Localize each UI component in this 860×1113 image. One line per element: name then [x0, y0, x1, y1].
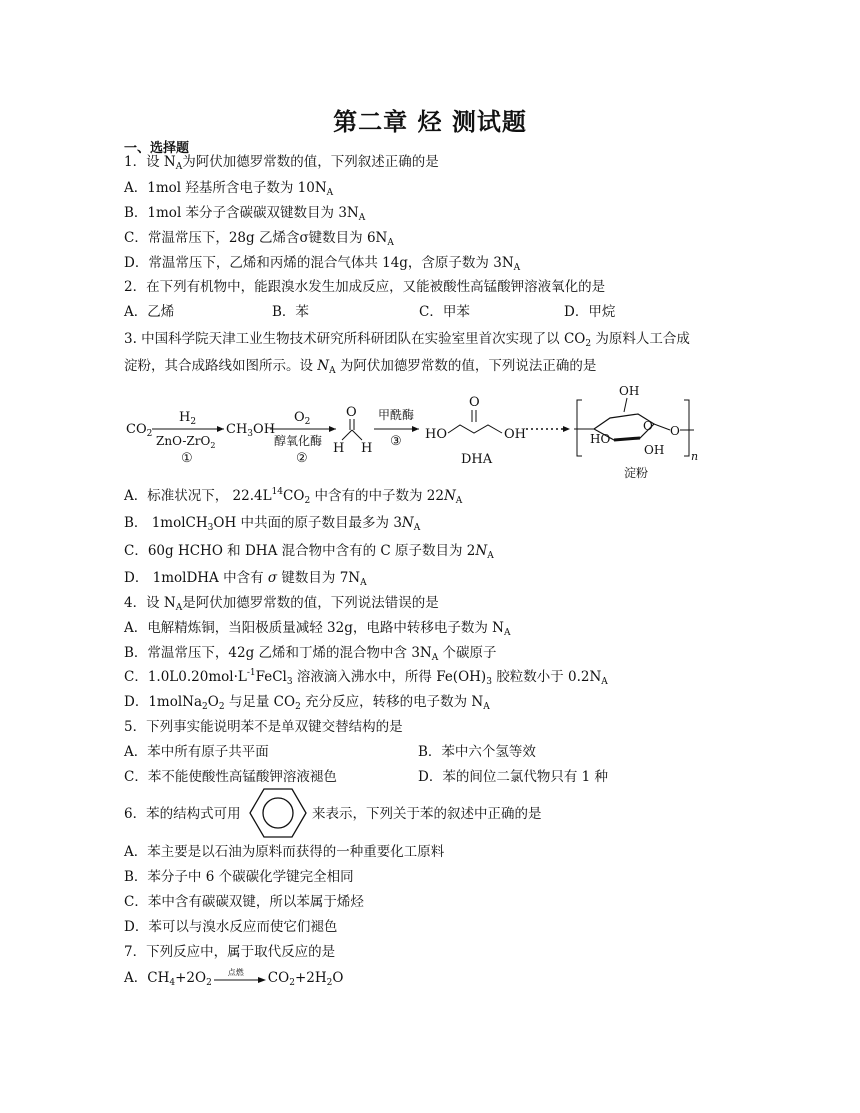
question-4-option-c[interactable]: C．$1.0L0.20mol\cdot L^{-1}FeCl_3$ 溶液滴入沸水中，所得 $Fe(OH)_3$ 胶粒数小于 $0.2N_A$ — [124, 668, 608, 687]
formaldehyde-h1: H — [333, 441, 345, 456]
starch-n: n — [691, 450, 699, 463]
formaldehyde-bond-left — [342, 430, 352, 440]
starch-link-o-bond — [654, 424, 670, 430]
question-4-stem: 4．设 $N_A$是阿伏加德罗常数的值，下列说法错误的是 — [124, 595, 439, 613]
question-2-option-d[interactable]: D．甲烷 — [564, 304, 616, 320]
arrow-1-catalyst: ZnO-ZrO$_2$ — [156, 434, 216, 450]
formaldehyde-bond-right — [352, 430, 362, 440]
question-3-stem-line-2: 淀粉，其合成路线如图所示。设 $N_A$ 为阿伏加德罗常数的值，下列说法正确的是 — [124, 358, 597, 376]
question-5-option-b[interactable]: B．苯中六个氢等效 — [418, 744, 536, 760]
starch-label: 淀粉 — [624, 466, 649, 480]
question-5-option-a[interactable]: A．苯中所有原子共平面 — [124, 744, 269, 760]
question-7-option-a[interactable]: A．$CH_4+2O_2$ 点燃 $CO_2+2H_2O$ — [124, 969, 343, 987]
question-3-option-d[interactable]: D． 1molDHA 中含有 σ 键数目为 $7N_A$ — [124, 570, 367, 588]
question-3-stem-line-1: 3. 中国科学院天津工业生物技术研究所科研团队在实验室里首次实现了以 $CO_2$ 为原料人工合成 — [124, 331, 690, 349]
synthesis-route-diagram — [124, 380, 724, 485]
question-4-option-a[interactable]: A．电解精炼铜，当阳极质量减轻 32g，电路中转移电子数为 $N_A$ — [124, 620, 511, 638]
formaldehyde-o: O — [346, 405, 357, 420]
question-5-options-row-2 — [124, 768, 724, 786]
question-4-option-d[interactable]: D．$1molNa_2O_2$ 与足量 $CO_2$ 充分反应，转移的电子数为 $N_A$ — [124, 694, 490, 712]
starch-bracket-left — [577, 400, 582, 456]
question-6-option-b[interactable]: B．苯分子中 6 个碳碳化学键完全相同 — [124, 869, 354, 885]
question-5-options-row-1 — [124, 743, 724, 761]
question-2-option-a[interactable]: A．乙烯 — [124, 304, 175, 320]
starch-oh-top: OH — [619, 384, 640, 398]
arrow-3-enzyme: 甲酰酶 — [378, 408, 415, 422]
question-1-option-c[interactable]: C．常温常压下，28g 乙烯含σ键数目为 $6N_A$ — [124, 230, 394, 248]
question-1-stem: 1．设 $N_A$为阿伏加德罗常数的值，下列叙述正确的是 — [124, 154, 439, 172]
methanol-label: $CH_3OH$ — [226, 422, 276, 439]
benzene-ring-icon — [248, 786, 308, 840]
question-1-option-a[interactable]: A．1mol 羟基所含电子数为 $10N_A$ — [124, 180, 334, 198]
starch-ring-o: O — [643, 419, 653, 433]
condition-arrow-label: 点燃 — [227, 967, 244, 977]
co2-label: $CO_2$ — [126, 422, 153, 439]
dha-oh: OH — [504, 427, 526, 442]
arrow-2-head — [329, 426, 336, 432]
question-5-stem: 5．下列事实能说明苯不是单双键交替结构的是 — [124, 719, 403, 735]
starch-ch2oh-bond — [624, 398, 627, 412]
starch-ring-bold-edge — [614, 438, 640, 440]
dha-chain — [448, 425, 502, 433]
arrow-2-enzyme: 醇氧化酶 — [274, 434, 323, 448]
dha-ho: HO — [425, 427, 447, 442]
step-3-number: ③ — [390, 434, 402, 449]
step-2-number: ② — [296, 451, 308, 466]
question-2-option-c[interactable]: C．甲苯 — [419, 304, 470, 320]
question-6-option-d[interactable]: D．苯可以与溴水反应而使它们褪色 — [124, 919, 338, 935]
question-4-option-b[interactable]: B．常温常压下，42g 乙烯和丁烯的混合物中含 $3N_A$ 个碳原子 — [124, 645, 497, 663]
arrow-icon — [214, 972, 266, 986]
question-7-stem: 7．下列反应中，属于取代反应的是 — [124, 944, 336, 960]
question-6-stem-before: 6．苯的结构式可用 — [124, 806, 241, 822]
question-2-stem: 2．在下列有机物中，能跟溴水发生加成反应，又能被酸性高锰酸钾溶液氧化的是 — [124, 279, 606, 295]
question-6-option-a[interactable]: A．苯主要是以石油为原料而获得的一种重要化工原料 — [124, 844, 445, 860]
question-3-option-a[interactable]: A．标准状况下， $22.4L^{14}CO_2$ 中含有的中子数为 $22N_A$ — [124, 487, 463, 506]
question-3-option-c[interactable]: C．60g HCHO 和 DHA 混合物中含有的 C 原子数目为 $2N_A$ — [124, 543, 494, 561]
section-title: 一、选择题 — [124, 141, 190, 156]
dha-o: O — [469, 395, 480, 410]
question-2-option-b[interactable]: B．苯 — [272, 304, 309, 320]
arrow-3-head — [412, 426, 419, 432]
question-1-option-d[interactable]: D．常温常压下，乙烯和丙烯的混合气体共 14g，含原子数为 $3N_A$ — [124, 255, 521, 273]
page-title: 第二章 烃 测试题 — [333, 108, 527, 136]
starch-ho: HO — [590, 432, 611, 446]
dha-label: DHA — [461, 452, 493, 467]
question-2-options — [124, 303, 744, 321]
arrow-1-head — [217, 426, 224, 432]
arrow-2-reagent: $O_2$ — [294, 410, 311, 427]
step-1-number: ① — [181, 451, 193, 466]
question-1-option-b[interactable]: B．1mol 苯分子含碳碳双键数目为 $3N_A$ — [124, 205, 366, 223]
question-6-option-c[interactable]: C．苯中含有碳碳双键，所以苯属于烯烃 — [124, 894, 364, 910]
question-6-stem-after: 来表示，下列关于苯的叙述中正确的是 — [312, 806, 542, 822]
starch-bracket-right — [684, 400, 689, 456]
question-3-option-b[interactable]: B． 1molCH$_3$OH 中共面的原子数目最多为 $3N_A$ — [124, 515, 421, 533]
question-5-option-d[interactable]: D．苯的间位二氯代物只有 1 种 — [418, 769, 608, 785]
dotted-arrow-head — [563, 426, 570, 432]
arrow-1-reagent: $H_2$ — [179, 410, 197, 427]
formaldehyde-h2: H — [361, 441, 373, 456]
question-5-option-c[interactable]: C．苯不能使酸性高锰酸钾溶液褪色 — [124, 769, 337, 785]
starch-link-o: O — [670, 424, 680, 438]
condition-arrow — [214, 967, 266, 986]
starch-oh-bottom: OH — [644, 443, 665, 457]
